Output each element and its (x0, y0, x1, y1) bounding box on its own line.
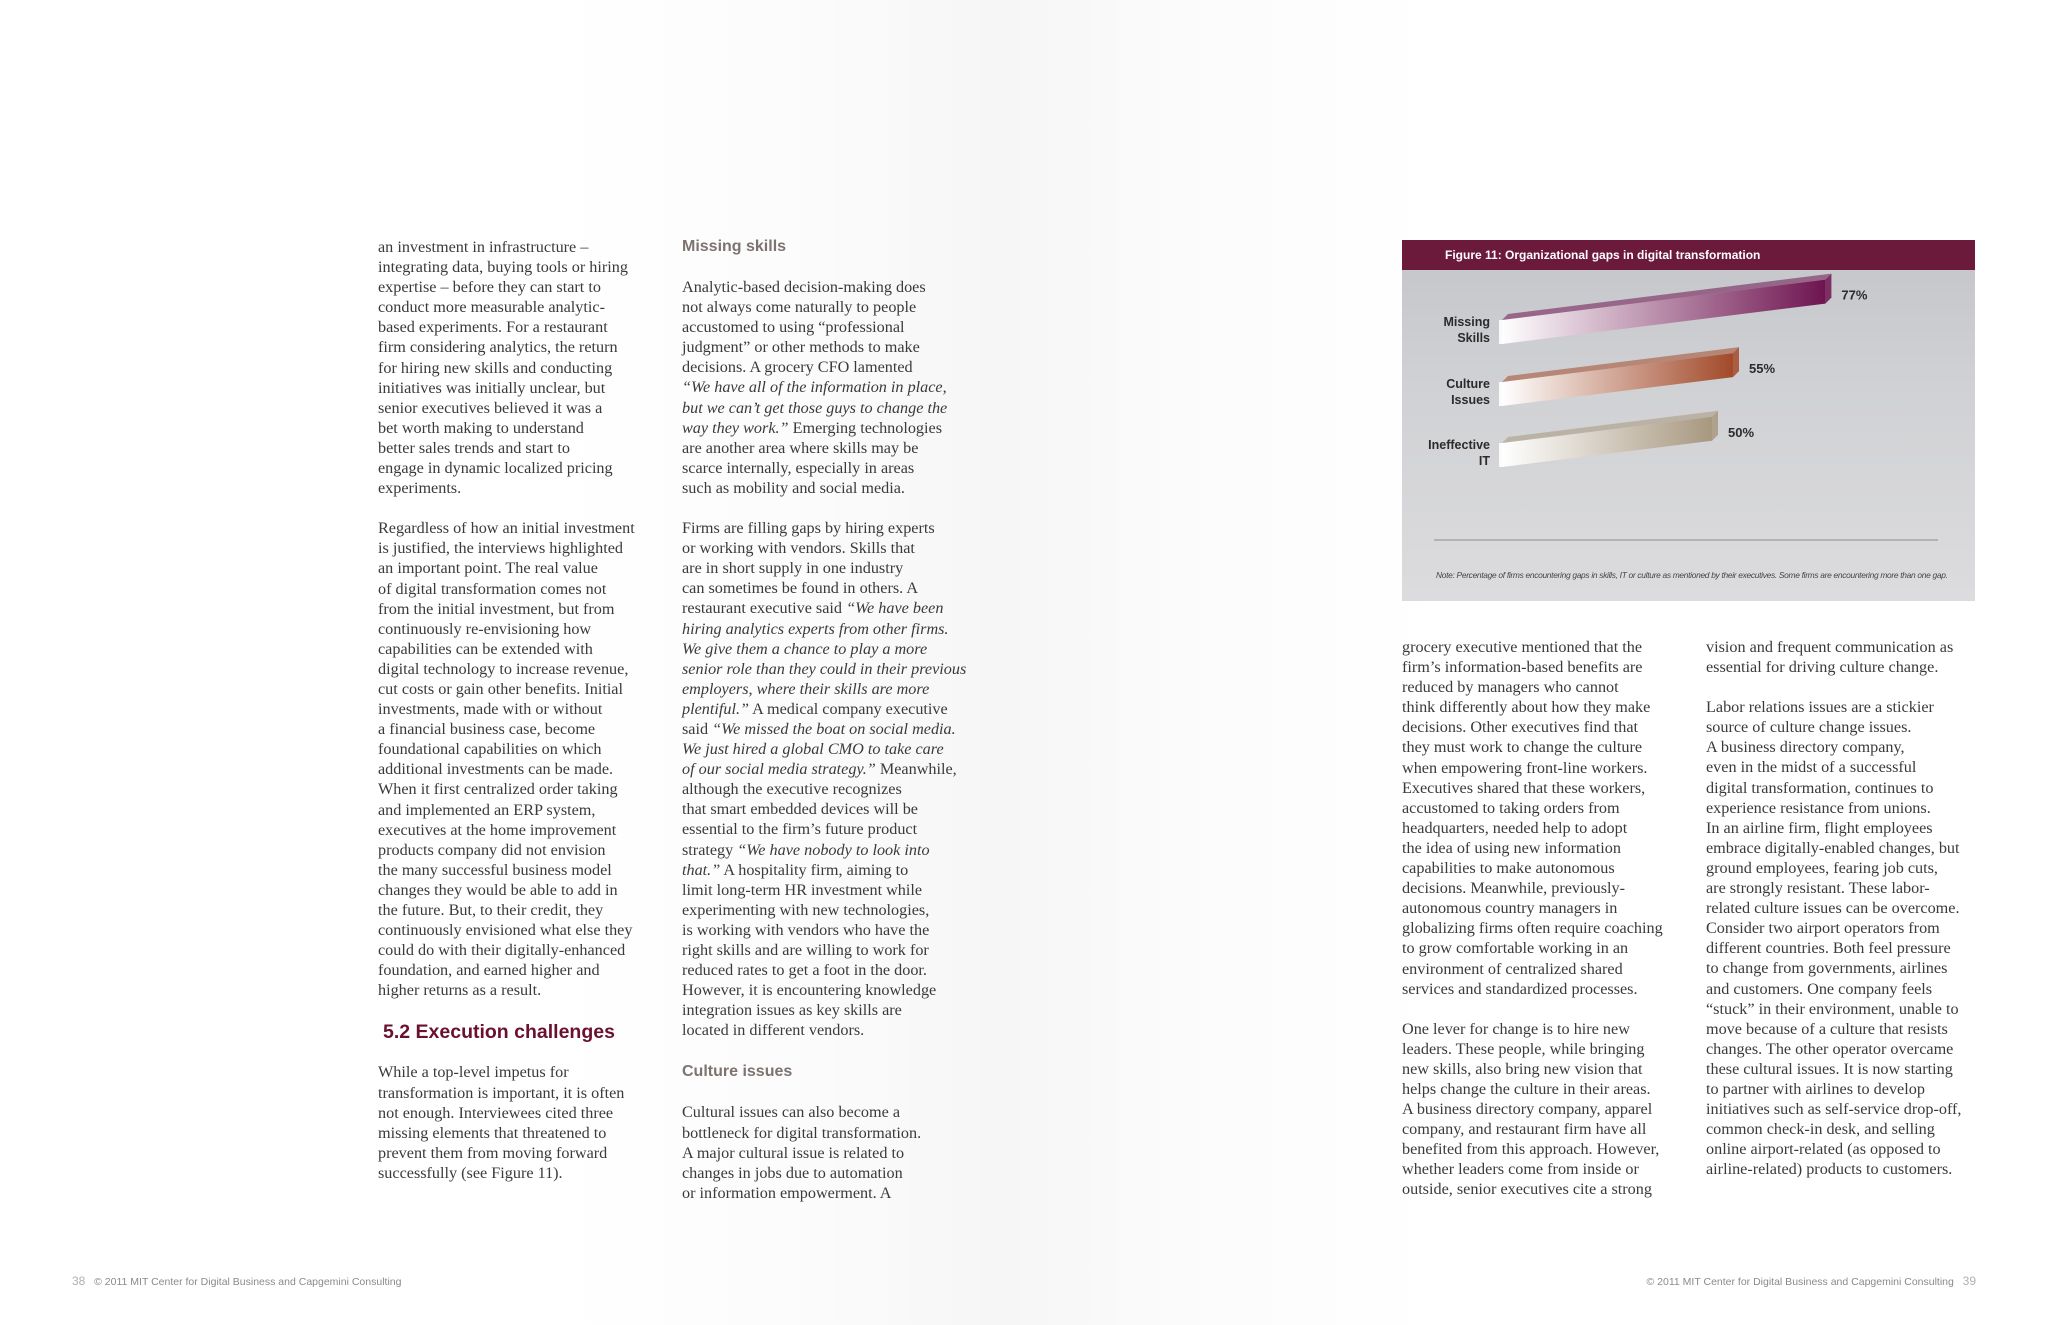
figure-title: Figure 11: Organizational gaps in digital transformation (1445, 248, 1761, 262)
right-column-1 (1402, 637, 1692, 1200)
subheading-missing-skills: Missing skills (682, 238, 787, 255)
paragraph: Labor relations issues are a stickier source of culture change issues. A business directory company, even in the midst of a successful digital transformation, continues to experience resistance from unions. In an airline firm, flight employees embrace digitally-enabled changes, but ground employees, fearing job cuts, are strongly resistant. These labor- related culture issues can be overcome. Consider two airport operators from different countries. Both feel pressure to change from governments, airlines and customers. One company feels “stuck” in their environment, unable to move because of a culture that resists changes. The other operator overcame these cultural issues. It is now starting to partner with airlines to develop initiatives such as self-service drop-off, common check-in desk, and selling online airport-related (as opposed to airline-related) products to customers. (1706, 698, 1962, 1179)
category-label: IT (1478, 454, 1490, 468)
paragraph: Regardless of how an initial investment is justified, the interviews highlighted an important point. The real value of digital transformation comes not from the initial investment, but from continuously re-envisioning how capabilities can be extended with digital technology to increase revenue, cut costs or gain other benefits. Initial investments, made with or without a financial business case, become foundational capabilities on which additional investments can be made. When it first centralized order taking and implemented an ERP system, executives at the home improvement products company did not envision the many successful business model changes they would be able to add in the future. But, to their credit, they continuously envisioned what else they could do with their digitally-enhanced foundation, and earned higher and higher returns as a result. (378, 519, 635, 1000)
category-label: Skills (1457, 331, 1490, 345)
value-label: 50% (1728, 424, 1755, 440)
right-footer (1647, 1274, 1976, 1288)
paragraph: vision and frequent communication as essential for driving culture change. (1706, 638, 1954, 677)
category-label: Culture (1446, 377, 1490, 391)
page-number: 39 (1962, 1274, 1976, 1288)
bar-chart (1402, 240, 1975, 601)
bar-ineffective-it (1502, 417, 1712, 467)
figure-11 (1402, 240, 1975, 601)
quote: “We have all of the information in place, but we can’t get those guys to change the way they work.” (682, 378, 948, 437)
section-heading: 5.2 Execution challenges (383, 1021, 615, 1044)
paragraph: an investment in infrastructure – integrating data, buying tools or hiring expertise – before they can start to conduct more measurable analytic- based experiments. For a restaurant firm considering analytics, the return for hiring new skills and conducting initiatives was initially unclear, but senior executives believed it was a bet worth making to understand better sales trends and start to engage in dynamic localized pricing experiments. (378, 238, 628, 498)
bar-left-edge (1499, 443, 1502, 467)
category-label: Missing (1443, 315, 1490, 329)
paragraph: Firms are filling gaps by hiring experts or working with vendors. Skills that are in short supply in one industry can sometimes be found in others. A restaurant executive said “We have been hiring analytics experts from other firms. We give them a chance to play a more senior role than they could in their previous employers, where their skills are more plentiful.” A medical company executive said “We missed the boat on social media. We just hired a global CMO to take care of our social media strategy.” Meanwhile, although the executive recognizes that smart embedded devices will be essential to the firm’s future product strategy “We have nobody to look into that.” A hospitality firm, aiming to limit long-term HR investment while experimenting with new technologies, is working with vendors who have the right skills and are willing to work for reduced rates to get a foot in the door. However, it is encountering knowledge integration issues as key skills are located in different vendors. (682, 519, 967, 1040)
left-column-2 (682, 237, 972, 1203)
paragraph: Analytic-based decision-making does not always come naturally to people accustomed to using “professional judgment” or other methods to make decisions. A grocery CFO lamented “We have all of the information in place, but we can’t get those guys to change the way they work.” Emerging technologies are another area where skills may be scarce internally, especially in areas such as mobility and social media. (682, 278, 948, 497)
left-footer (72, 1274, 401, 1288)
right-column-2 (1706, 637, 1996, 1179)
category-label: Ineffective (1428, 438, 1490, 452)
subheading-culture-issues: Culture issues (682, 1063, 793, 1081)
quote: “We have been hiring analytics experts from other firms. We give them a chance to play a more senior role than they could in their previous employers, where their skills are more plentiful.” (682, 599, 967, 718)
bar-left-edge (1499, 382, 1502, 406)
figure-note: Note: Percentage of firms encountering gaps in skills, IT or culture as mentioned by their executives. Some firms are encountering more than one gap. (1436, 570, 1948, 580)
bar-culture-issues (1502, 353, 1733, 406)
value-label: 55% (1749, 361, 1776, 377)
left-column-1 (378, 237, 663, 1183)
paragraph: While a top-level impetus for transformation is important, it is often not enough. Interviewees cited three missing elements that threatened to prevent them from moving forward successfully (see Figure 11). (378, 1063, 625, 1182)
copyright: © 2011 MIT Center for Digital Business and Capgemini Consulting (94, 1276, 402, 1288)
quote: “We have nobody to look into that.” (682, 840, 930, 879)
page-number: 38 (72, 1274, 86, 1288)
copyright: © 2011 MIT Center for Digital Business and Capgemini Consulting (1646, 1276, 1954, 1288)
paragraph: grocery executive mentioned that the firm’s information-based benefits are reduced by managers who cannot think differently about how they make decisions. Other executives find that they must work to change the culture when empowering front-line workers. Executives shared that these workers, accustomed to taking orders from headquarters, needed help to adopt the idea of using new information capabilities to make autonomous decisions. Meanwhile, previously- autonomous country managers in globalizing firms often require coaching to grow comfortable working in an environment of centralized shared services and standardized processes. (1402, 638, 1663, 998)
value-label: 77% (1841, 287, 1868, 303)
paragraph: One lever for change is to hire new leaders. These people, while bringing new skills, also bring new vision that helps change the culture in their areas. A business directory company, apparel company, and restaurant firm have all benefited from this approach. However, whether leaders come from inside or outside, senior executives cite a strong (1402, 1019, 1660, 1199)
bar-left-edge (1499, 320, 1502, 344)
quote: “We missed the boat on social media. We just hired a global CMO to take care of our social media strategy.” (682, 719, 956, 779)
paragraph: Cultural issues can also become a bottleneck for digital transformation. A major cultural issue is related to changes in jobs due to automation or information empowerment. A (682, 1103, 922, 1202)
category-label: Issues (1451, 393, 1490, 407)
